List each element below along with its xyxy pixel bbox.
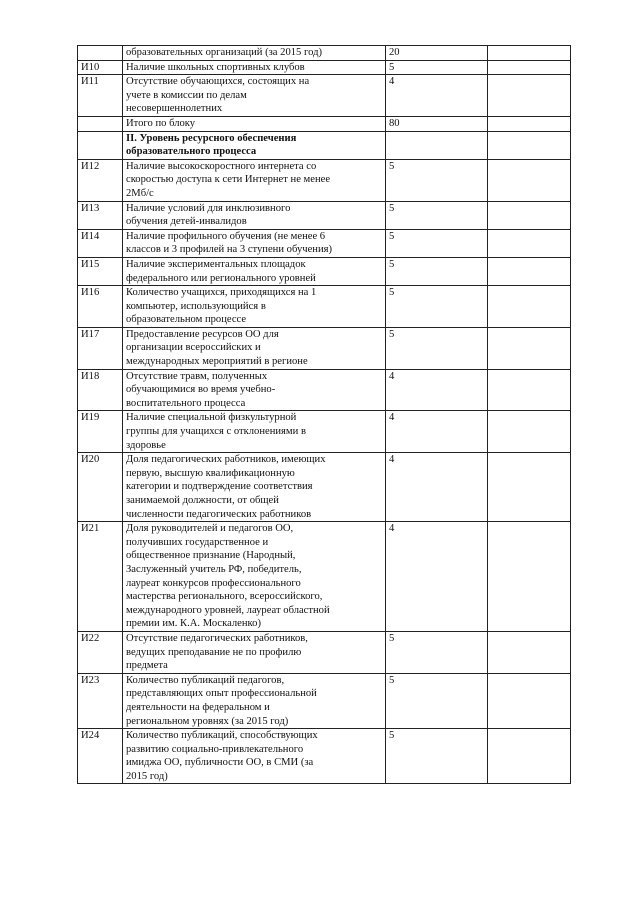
empty-value-cell xyxy=(488,369,571,411)
max-score-cell: 20 xyxy=(386,46,488,61)
max-score-cell: 5 xyxy=(386,631,488,673)
indicator-description-cell: Количество публикаций, способствующих развитию социально-привлекательного имиджа ОО, публичности ОО, в СМИ (за 2015 год) xyxy=(123,729,386,784)
max-score-cell: 4 xyxy=(386,522,488,632)
indicator-code-cell: И14 xyxy=(78,229,123,257)
max-score-cell: 5 xyxy=(386,729,488,784)
max-score-cell: 4 xyxy=(386,369,488,411)
max-score-cell: 5 xyxy=(386,229,488,257)
max-score-cell: 5 xyxy=(386,327,488,369)
empty-value-cell xyxy=(488,60,571,75)
table-row xyxy=(78,369,571,411)
max-score-cell: 80 xyxy=(386,116,488,131)
table-row xyxy=(78,327,571,369)
empty-value-cell xyxy=(488,327,571,369)
table-row xyxy=(78,75,571,117)
table-row xyxy=(78,729,571,784)
empty-value-cell xyxy=(488,286,571,328)
indicator-description-cell: Отсутствие педагогических работников, ведущих преподавание не по профилю предмета xyxy=(123,631,386,673)
indicator-code-cell: И12 xyxy=(78,159,123,201)
max-score-cell: 5 xyxy=(386,286,488,328)
indicator-code-cell: И24 xyxy=(78,729,123,784)
indicator-code-cell: И20 xyxy=(78,453,123,522)
table-row xyxy=(78,453,571,522)
empty-value-cell xyxy=(488,631,571,673)
table-row xyxy=(78,60,571,75)
indicator-description-cell: Отсутствие травм, полученных обучающимися во время учебно- воспитательного процесса xyxy=(123,369,386,411)
max-score-cell: 5 xyxy=(386,673,488,728)
table-row xyxy=(78,286,571,328)
table-row xyxy=(78,46,571,61)
table-row xyxy=(78,229,571,257)
table-row xyxy=(78,631,571,673)
indicator-description-cell: Итого по блоку xyxy=(123,116,386,131)
table-row xyxy=(78,257,571,285)
indicator-description-cell: Наличие условий для инклюзивного обучения детей-инвалидов xyxy=(123,201,386,229)
indicator-description-cell: Наличие специальной физкультурной группы для учащихся с отклонениями в здоровье xyxy=(123,411,386,453)
table-row xyxy=(78,522,571,632)
empty-value-cell xyxy=(488,229,571,257)
max-score-cell: 4 xyxy=(386,453,488,522)
empty-value-cell xyxy=(488,411,571,453)
empty-value-cell xyxy=(488,159,571,201)
table-row xyxy=(78,131,571,159)
empty-value-cell xyxy=(488,75,571,117)
max-score-cell: 5 xyxy=(386,257,488,285)
max-score-cell: 5 xyxy=(386,201,488,229)
indicator-code-cell: И17 xyxy=(78,327,123,369)
indicator-code-cell: И10 xyxy=(78,60,123,75)
empty-value-cell xyxy=(488,453,571,522)
indicator-code-cell xyxy=(78,116,123,131)
table-row xyxy=(78,116,571,131)
table-row xyxy=(78,201,571,229)
indicator-description-cell: Предоставление ресурсов ОО для организации всероссийских и международных мероприятий в регионе xyxy=(123,327,386,369)
section-heading-cell: II. Уровень ресурсного обеспечения образовательного процесса xyxy=(123,131,386,159)
max-score-cell: 5 xyxy=(386,60,488,75)
indicator-description-cell: Количество учащихся, приходящихся на 1 компьютер, использующийся в образовательном процессе xyxy=(123,286,386,328)
max-score-cell: 4 xyxy=(386,411,488,453)
indicator-code-cell xyxy=(78,131,123,159)
indicator-description-cell: Наличие высокоскоростного интернета со скоростью доступа к сети Интернет не менее 2Мб/с xyxy=(123,159,386,201)
indicator-code-cell: И19 xyxy=(78,411,123,453)
indicator-code-cell: И13 xyxy=(78,201,123,229)
max-score-cell: 5 xyxy=(386,159,488,201)
indicator-code-cell xyxy=(78,46,123,61)
indicator-description-cell: Доля педагогических работников, имеющих первую, высшую квалификационную категории и подтверждение соответствия занимаемой должности, от общей численности педагогических работников xyxy=(123,453,386,522)
indicator-code-cell: И18 xyxy=(78,369,123,411)
indicator-code-cell: И11 xyxy=(78,75,123,117)
empty-value-cell xyxy=(488,46,571,61)
empty-value-cell xyxy=(488,116,571,131)
empty-value-cell xyxy=(488,522,571,632)
empty-value-cell xyxy=(488,729,571,784)
indicator-description-cell: Доля руководителей и педагогов ОО, получивших государственное и общественное признание (Народный, Заслуженный учитель РФ, победитель, лауреат конкурсов профессионального мастерства регионального, всероссийского, международного уровней, лауреат областной премии им. К.А. Москаленко) xyxy=(123,522,386,632)
indicator-code-cell: И21 xyxy=(78,522,123,632)
table-row xyxy=(78,411,571,453)
max-score-cell xyxy=(386,131,488,159)
max-score-cell: 4 xyxy=(386,75,488,117)
empty-value-cell xyxy=(488,131,571,159)
empty-value-cell xyxy=(488,673,571,728)
table-row xyxy=(78,159,571,201)
indicator-code-cell: И16 xyxy=(78,286,123,328)
indicator-code-cell: И23 xyxy=(78,673,123,728)
indicator-description-cell: Количество публикаций педагогов, представляющих опыт профессиональной деятельности на федеральном и региональном уровнях (за 2015 год) xyxy=(123,673,386,728)
criteria-table xyxy=(77,45,571,784)
table-row xyxy=(78,673,571,728)
indicator-description-cell: Наличие экспериментальных площадок федерального или регионального уровней xyxy=(123,257,386,285)
criteria-table-body xyxy=(78,46,571,784)
indicator-description-cell: Наличие профильного обучения (не менее 6 классов и 3 профилей на 3 ступени обучения) xyxy=(123,229,386,257)
indicator-description-cell: Отсутствие обучающихся, состоящих на учете в комиссии по делам несовершеннолетних xyxy=(123,75,386,117)
empty-value-cell xyxy=(488,201,571,229)
empty-value-cell xyxy=(488,257,571,285)
indicator-description-cell: Наличие школьных спортивных клубов xyxy=(123,60,386,75)
indicator-description-cell: образовательных организаций (за 2015 год) xyxy=(123,46,386,61)
indicator-code-cell: И15 xyxy=(78,257,123,285)
indicator-code-cell: И22 xyxy=(78,631,123,673)
